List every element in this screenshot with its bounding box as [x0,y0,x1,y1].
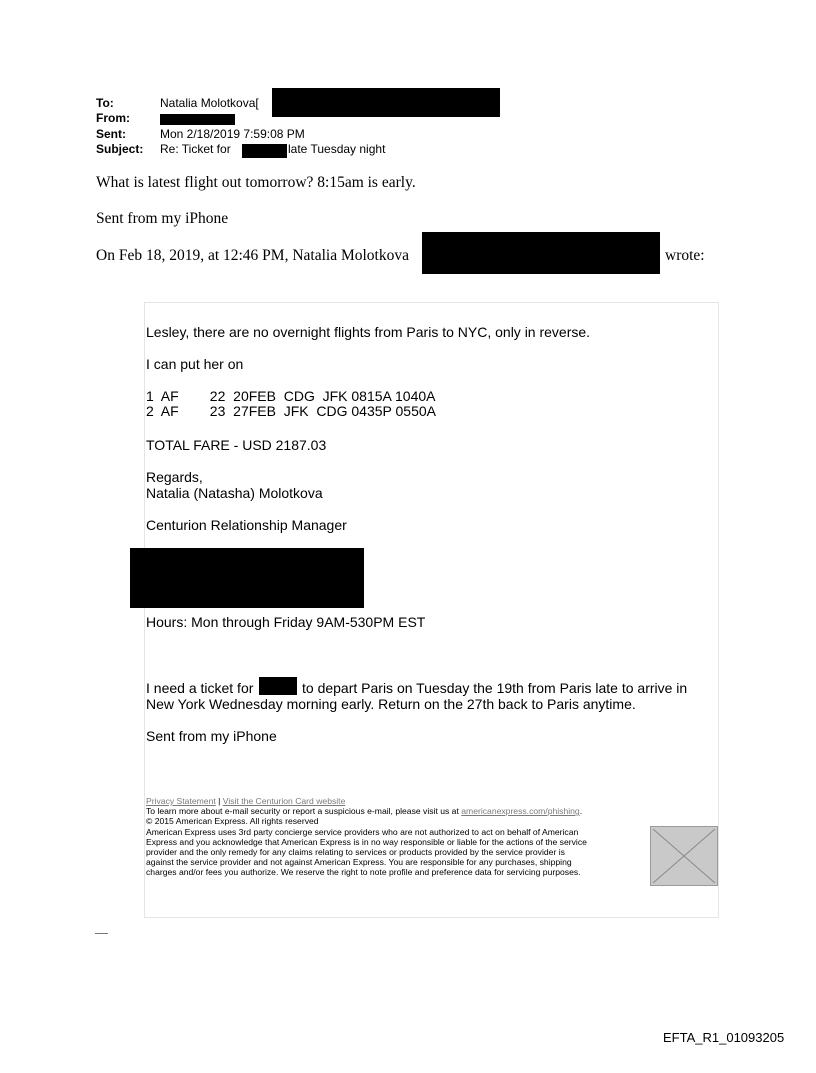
footer-period: . [579,806,583,817]
from-label: From: [96,111,130,125]
signature-title: Centurion Relationship Manager [146,517,347,533]
footer-learn-more-row [146,806,646,816]
page-mark [95,933,108,934]
redaction-contact-block [130,548,364,608]
reply-line: What is latest flight out tomorrow? 8:15am is early. [96,174,416,191]
quote-intro-end: wrote: [665,247,705,264]
footer-separator: | [218,796,221,806]
quote-intro: On Feb 18, 2019, at 12:46 PM, Natalia Molotkova [96,247,409,264]
sent-from-iphone: Sent from my iPhone [96,210,229,227]
redaction-request-name [259,677,297,695]
document-id: EFTA_R1_01093205 [663,1030,785,1045]
footer-disclaimer [146,796,646,878]
subject-label: Subject: [96,142,144,156]
total-fare: TOTAL FARE - USD 2187.03 [146,437,327,453]
hours: Hours: Mon through Friday 9AM-530PM EST [146,614,426,630]
subject-prefix: Re: Ticket for [160,142,231,156]
broken-image-placeholder [650,826,718,886]
subject-suffix: late Tuesday night [288,142,386,156]
itinerary-line-1: 1 AF 22 20FEB CDG JFK 0815A 1040A [146,388,436,404]
phishing-link[interactable]: americanexpress.com/phishing [461,806,580,817]
request-sent-from-iphone: Sent from my iPhone [146,728,277,744]
redaction-to [272,88,500,117]
request-middle: to depart Paris on Tuesday the 19th from Paris late to arrive in [302,680,688,696]
request-start: I need a ticket for [146,680,254,696]
footer-disclaimer-4: against the service provider and not against American Express. You are responsible for any purchases, shipping [146,857,572,868]
footer-disclaimer-5: charges and/or fees you authorize. We reserve the right to note profile and preference data for servicing purposes. [146,867,581,878]
quoted-paragraph-1: Lesley, there are no overnight flights from Paris to NYC, only in reverse. [146,324,591,340]
signature-name: Natalia (Natasha) Molotkova [146,485,323,501]
sent-label: Sent: [96,127,126,141]
to-label: To: [96,96,114,110]
footer-disclaimer-1: American Express uses 3rd party concierge service providers who are not authorized to act on behalf of American [146,826,579,837]
to-value: Natalia Molotkova[ [160,96,259,110]
footer-disclaimer-2: Express and you acknowledge that American Express is in no way responsible or liable for the actions of the service [146,836,587,847]
footer-learn-more: To learn more about e-mail security or report a suspicious e-mail, please visit us at [146,806,459,817]
image-placeholder-icon [651,827,717,885]
centurion-website-link[interactable]: Visit the Centurion Card website [222,796,346,806]
redaction-sender-email [422,232,660,274]
footer-disclaimer-3: provider and the only remedy for any claims relating to services or products provided by the service provider is [146,847,565,858]
request-end: New York Wednesday morning early. Return on the 27th back to Paris anytime. [146,696,636,712]
footer-copyright: © 2015 American Express. All rights reserved [146,816,319,827]
regards: Regards, [146,469,203,485]
redaction-from [160,114,235,125]
quoted-paragraph-2: I can put her on [146,356,244,372]
footer-links-row [146,796,646,806]
sent-value: Mon 2/18/2019 7:59:08 PM [160,127,305,141]
itinerary-line-2: 2 AF 23 27FEB JFK CDG 0435P 0550A [146,403,437,419]
redaction-subject [242,144,287,158]
privacy-statement-link[interactable]: Privacy Statement [146,796,216,806]
